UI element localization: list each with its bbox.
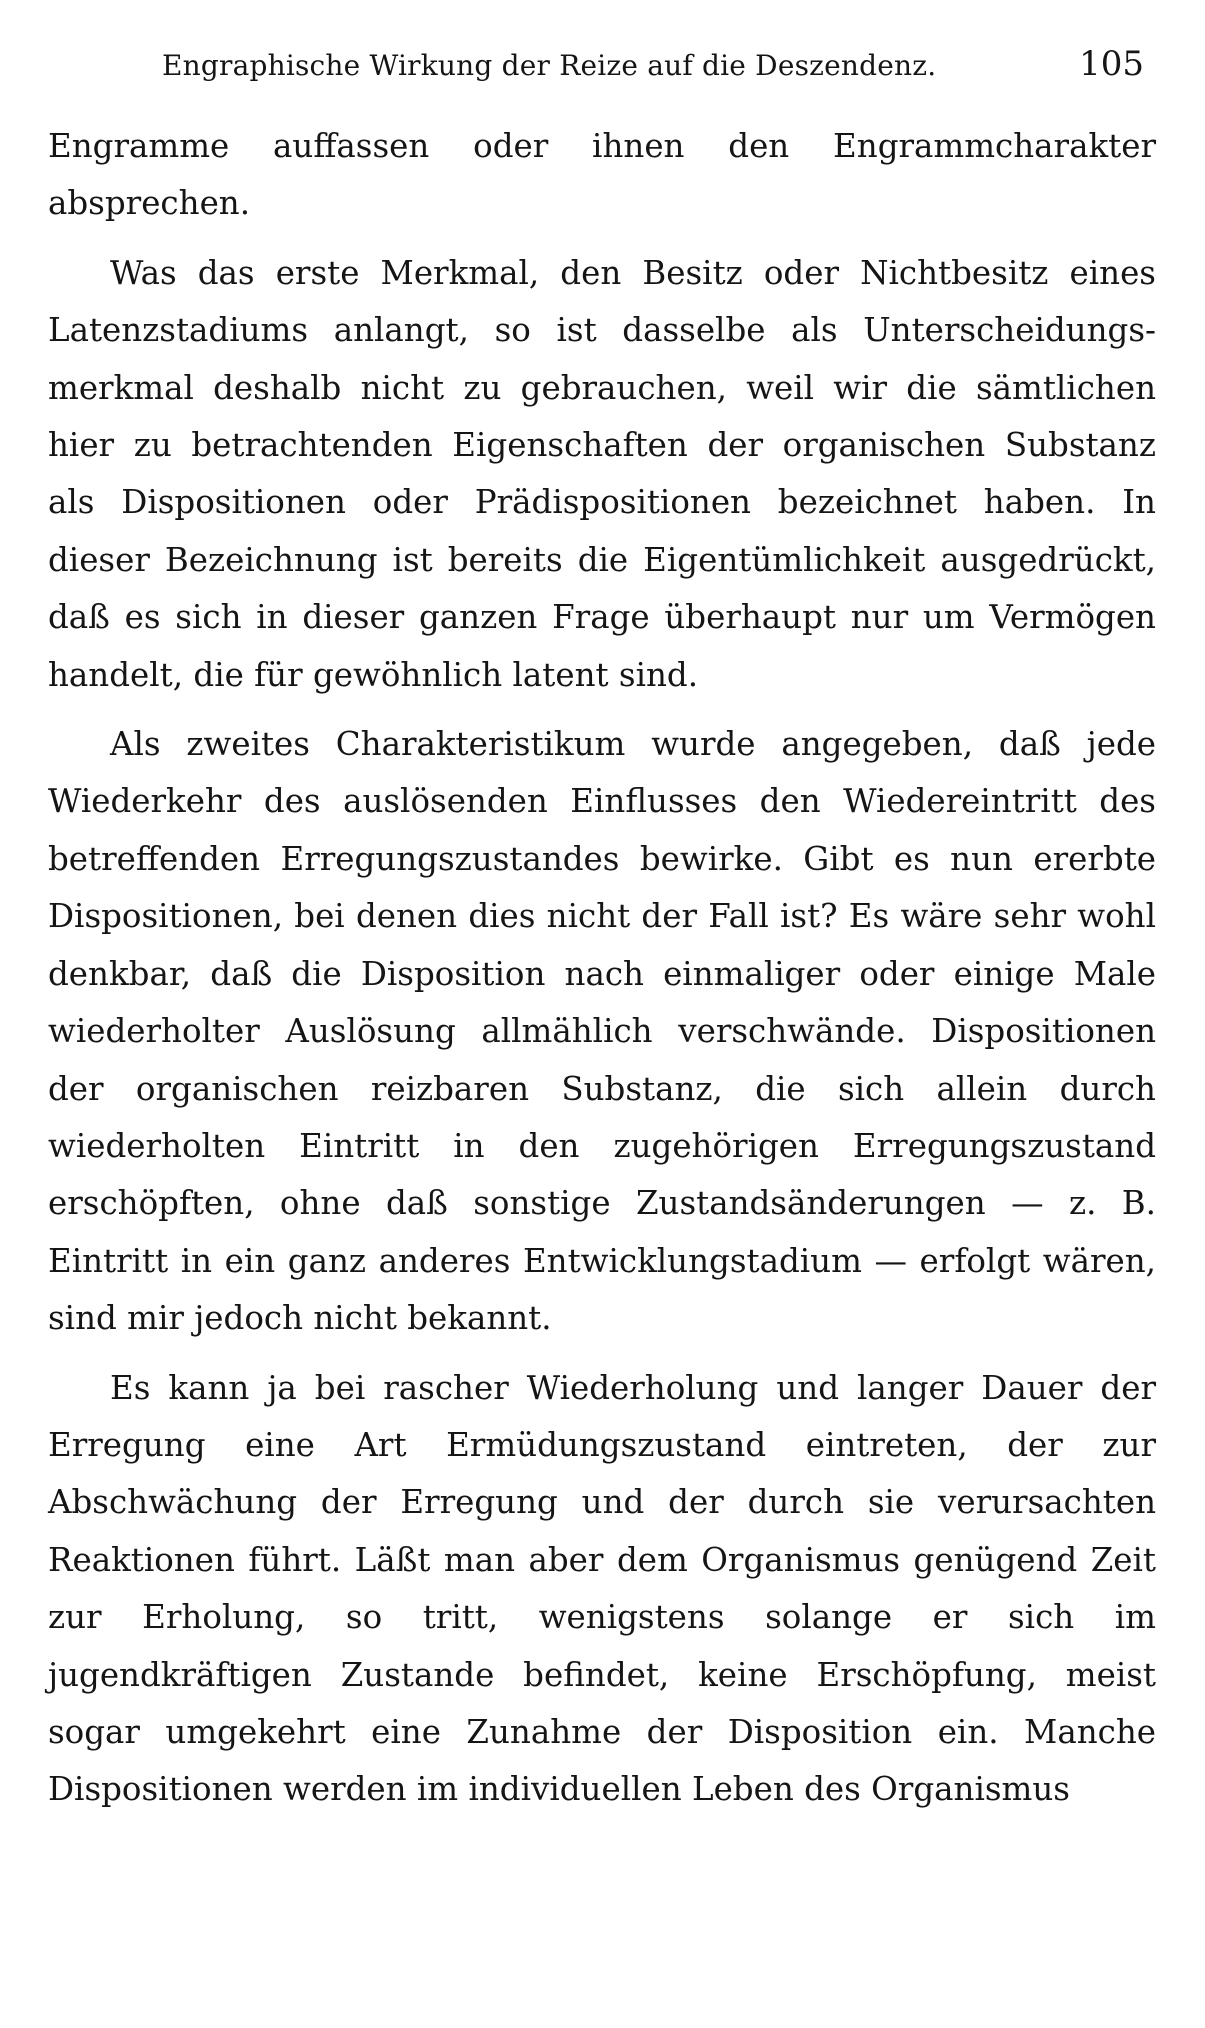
paragraph-ermuedung: Es kann ja bei rascher Wiederholung und langer Dauer der Erregung eine Art Ermüdungszustand eintreten, der zur Abschwächung der Erregung und der durch sie verursachten Reaktionen führt. Läßt man aber dem Organismus genügend Zeit zur Erholung, so tritt, wenigstens solange er sich im jugendkräftigen Zustande befindet, keine Erschöpfung, meist sogar umgekehrt eine Zunahme der Disposition ein. Manche Dispositionen werden im individuellen Leben des Organismus — [48, 1368, 1156, 1809]
page-number: 105 — [1079, 44, 1144, 84]
paragraph-continuation: Engramme auffassen oder ihnen den Engrammcharakter absprechen. — [48, 127, 1156, 223]
book-page — [48, 0, 1156, 2028]
paragraph-charakteristikum: Als zweites Charakteristikum wurde angegeben, daß jede Wiederkehr des auslösenden Einflusses den Wiedereintritt des betreffenden Erregungszustandes bewirke. Gibt es nun ererbte Dispositionen, bei denen dies nicht der Fall ist? Es wäre sehr wohl denkbar, daß die Disposition nach einmaliger oder einige Male wiederholter Auslösung allmählich verschwände. Dispositionen der organischen reizbaren Substanz, die sich allein durch wiederholten Eintritt in den zugehörigen Erregungszustand erschöpften, ohne daß sonstige Zustandsänderungen — z. B. Eintritt in ein ganz anderes Entwicklungstadium — erfolgt wären, sind mir jedoch nicht bekannt. — [48, 725, 1156, 1338]
paragraph-latenzstadium: Was das erste Merkmal, den Besitz oder Nichtbesitz eines Latenzstadiums anlangt, so ist dasselbe als Unterscheidungsmerkmal deshalb nicht zu gebrauchen, weil wir die sämtlichen hier zu betrachtenden Eigenschaften der organischen Substanz als Dispositionen oder Prädispositionen bezeichnet haben. In dieser Bezeichnung ist bereits die Eigentümlichkeit ausgedrückt, daß es sich in dieser ganzen Frage überhaupt nur um Vermögen handelt, die für gewöhnlich latent sind. — [48, 253, 1156, 694]
running-head — [162, 44, 1144, 94]
running-head-title: Engraphische Wirkung der Reize auf die Deszendenz. — [162, 49, 937, 82]
body-text — [48, 118, 1156, 1819]
